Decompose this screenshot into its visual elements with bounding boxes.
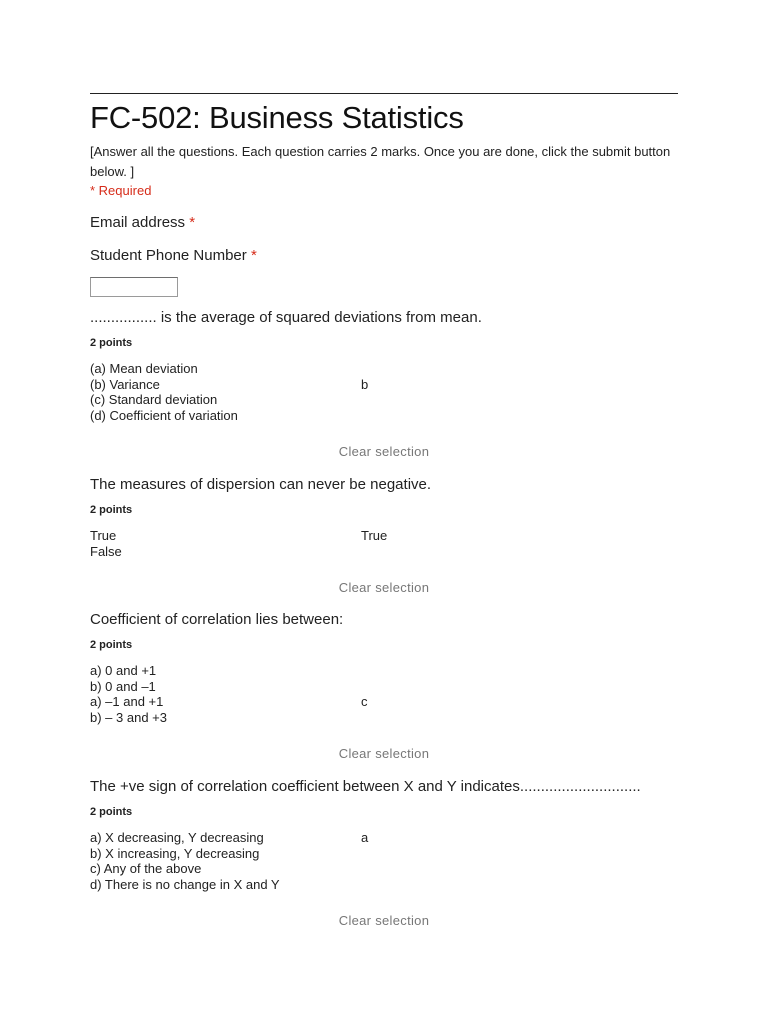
phone-required-marker: * <box>250 247 257 264</box>
option-item[interactable]: True <box>90 528 117 543</box>
form-container <box>90 93 678 928</box>
question-2 <box>90 475 678 559</box>
option-item[interactable]: a) X decreasing, Y decreasing <box>90 830 264 845</box>
question-points: 2 points <box>90 639 133 651</box>
option-item[interactable]: a) 0 and +1 <box>90 663 157 678</box>
question-body <box>90 830 678 892</box>
question-text: The measures of dispersion can never be negative. <box>90 476 432 493</box>
question-body <box>90 528 678 559</box>
option-item[interactable]: b) 0 and –1 <box>90 678 156 694</box>
option-item[interactable]: c) Any of the above <box>90 861 202 877</box>
question-points: 2 points <box>90 337 133 349</box>
option-item[interactable]: (a) Mean deviation <box>90 361 198 376</box>
form-description: [Answer all the questions. Each question carries 2 marks. Once you are done, click the submit button below. ] <box>90 144 671 179</box>
option-item[interactable]: a) –1 and +1 <box>90 694 164 710</box>
clear-selection-button-3[interactable]: Clear selection <box>338 746 430 761</box>
phone-label <box>90 246 678 266</box>
email-required-marker: * <box>189 214 196 231</box>
question-points: 2 points <box>90 504 133 516</box>
option-item[interactable]: (d) Coefficient of variation <box>90 407 238 423</box>
required-note: * Required <box>90 183 152 198</box>
phone-input[interactable] <box>90 277 178 297</box>
answer-text: True <box>361 528 388 543</box>
question-body <box>90 361 678 423</box>
option-item[interactable]: b) – 3 and +3 <box>90 709 167 725</box>
option-item[interactable]: d) There is no change in X and Y <box>90 876 280 892</box>
clear-selection-button-4[interactable]: Clear selection <box>338 913 430 928</box>
question-1 <box>90 308 678 423</box>
question-body <box>90 663 678 725</box>
option-list <box>90 830 678 892</box>
option-list <box>90 361 678 423</box>
phone-label-text: Student Phone Number <box>90 247 247 264</box>
question-3 <box>90 610 678 725</box>
question-text: The +ve sign of correlation coefficient between X and Y indicates............................. <box>90 778 641 795</box>
option-item[interactable]: b) X increasing, Y decreasing <box>90 845 260 861</box>
answer-text: a <box>361 830 369 845</box>
email-label-text: Email address <box>90 214 186 231</box>
top-divider <box>90 93 678 94</box>
clear-selection-button-1[interactable]: Clear selection <box>338 444 430 459</box>
clear-selection-button-2[interactable]: Clear selection <box>338 580 430 595</box>
option-item[interactable]: False <box>90 543 122 559</box>
form-title: FC-502: Business Statistics <box>90 100 464 135</box>
option-item[interactable]: (b) Variance <box>90 376 160 392</box>
answer-text: c <box>361 694 368 710</box>
option-item[interactable]: (c) Standard deviation <box>90 392 218 408</box>
question-text: Coefficient of correlation lies between: <box>90 611 344 628</box>
question-4 <box>90 777 678 892</box>
question-text: ................ is the average of squared deviations from mean. <box>90 309 482 326</box>
email-label <box>90 213 678 233</box>
question-points: 2 points <box>90 806 133 818</box>
answer-text: b <box>361 376 369 392</box>
option-list <box>90 663 678 725</box>
